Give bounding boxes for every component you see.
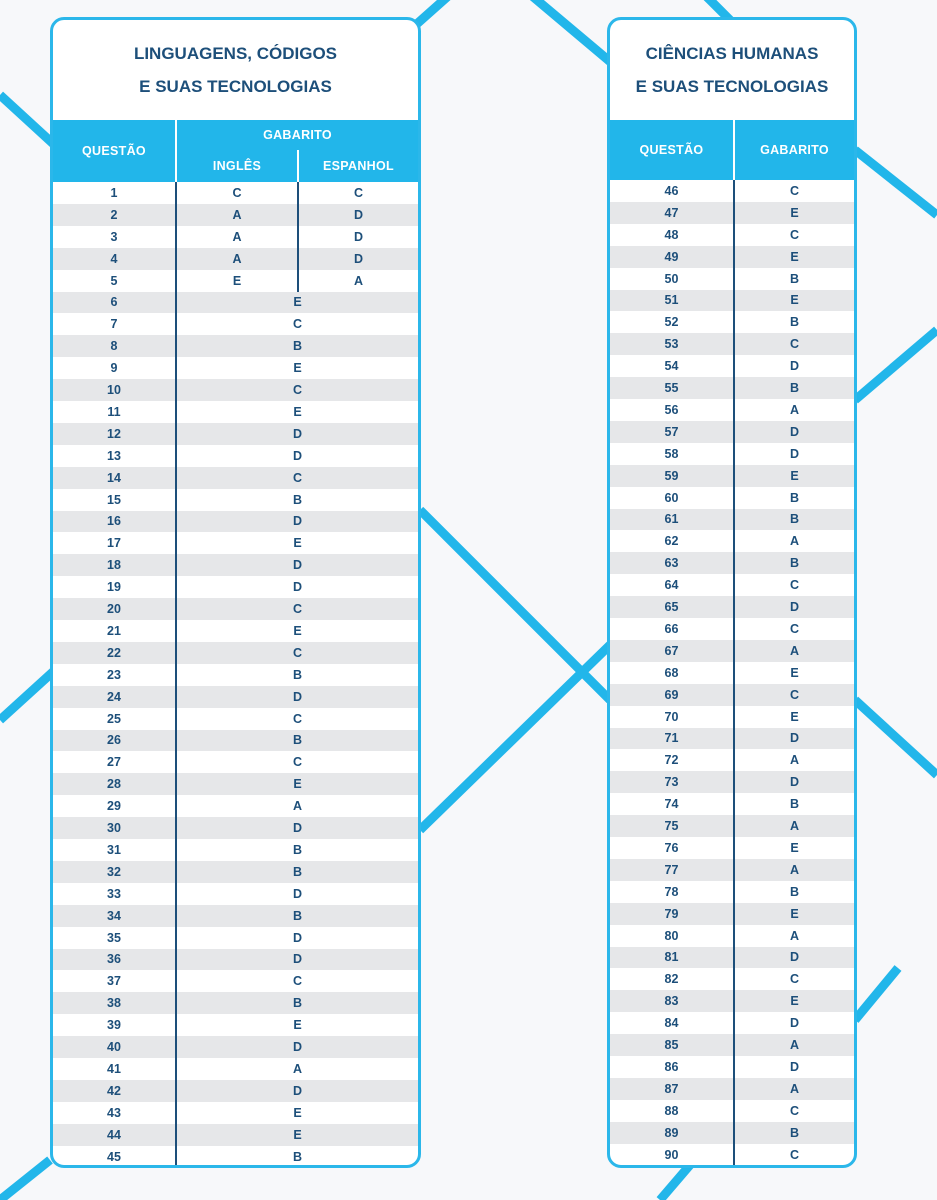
question-number: 36 [107, 952, 121, 967]
table-row [53, 598, 418, 620]
question-number: 4 [110, 251, 118, 266]
answer: D [789, 950, 800, 965]
table-row [53, 357, 418, 379]
question-number: 42 [107, 1083, 121, 1098]
answer-espanhol: D [353, 251, 364, 266]
table-row [53, 1036, 418, 1058]
question-number: 84 [664, 1016, 679, 1031]
question-number: 44 [107, 1127, 121, 1142]
table-row [53, 730, 418, 752]
answer: B [789, 490, 800, 505]
answer: E [293, 536, 302, 551]
question-number: 38 [107, 996, 121, 1011]
table-row [53, 445, 418, 467]
table-row [610, 640, 854, 662]
table-row [610, 968, 854, 990]
question-number: 28 [107, 777, 121, 792]
table-row [53, 751, 418, 773]
table-row [610, 465, 854, 487]
question-number: 7 [110, 317, 118, 332]
table-row [53, 270, 418, 292]
question-number: 15 [107, 492, 121, 507]
answer: E [790, 205, 799, 220]
question-number: 60 [664, 490, 679, 505]
answer: C [292, 974, 303, 989]
answer: D [292, 930, 303, 945]
answer: B [789, 884, 800, 899]
answer: A [789, 1081, 800, 1096]
question-number: 59 [664, 468, 679, 483]
answer: E [293, 1105, 302, 1120]
question-number: 27 [107, 755, 121, 770]
question-number: 67 [664, 643, 679, 658]
table-row [610, 333, 854, 355]
column-divider [175, 182, 177, 1168]
table-row [610, 859, 854, 881]
answer: D [292, 1040, 303, 1055]
header-ingles: INGLÊS [212, 159, 262, 173]
header-divider [733, 120, 735, 180]
question-number: 41 [107, 1061, 121, 1076]
question-number: 6 [110, 295, 118, 310]
table-row [610, 268, 854, 290]
table-row [53, 970, 418, 992]
table-row [610, 574, 854, 596]
table-row [53, 532, 418, 554]
question-number: 23 [107, 667, 121, 682]
answer: C [292, 755, 303, 770]
question-number: 24 [107, 689, 121, 704]
table-row [610, 1122, 854, 1144]
question-number: 53 [664, 337, 679, 352]
answer: E [790, 906, 799, 921]
answer: E [790, 293, 799, 308]
answer: D [292, 1083, 303, 1098]
table-row [53, 1146, 418, 1168]
question-number: 26 [107, 733, 121, 748]
header-questao: QUESTÃO [639, 143, 704, 157]
answer: C [292, 470, 303, 485]
question-number: 51 [664, 293, 679, 308]
answer: E [790, 709, 799, 724]
answer: C [789, 578, 800, 593]
question-number: 88 [664, 1103, 679, 1118]
table-row [610, 749, 854, 771]
answer: E [293, 1018, 302, 1033]
question-number: 14 [107, 470, 121, 485]
question-number: 1 [110, 185, 118, 200]
table-row [53, 883, 418, 905]
question-number: 46 [664, 183, 679, 198]
answer: A [789, 753, 800, 768]
table-row [610, 180, 854, 202]
question-number: 16 [107, 514, 121, 529]
answer: B [292, 1149, 303, 1164]
answer: E [790, 840, 799, 855]
answer: B [789, 315, 800, 330]
question-number: 56 [664, 402, 679, 417]
table-row [53, 489, 418, 511]
table-row [610, 509, 854, 531]
answer-ingles: C [232, 185, 242, 200]
humanas-answer-card [607, 17, 857, 1168]
question-number: 9 [110, 361, 118, 376]
answer-ingles: A [232, 207, 242, 222]
question-number: 76 [664, 840, 679, 855]
question-number: 89 [664, 1125, 679, 1140]
question-number: 75 [664, 819, 679, 834]
question-number: 21 [107, 623, 121, 638]
table-row [610, 925, 854, 947]
table-row [610, 881, 854, 903]
question-number: 35 [107, 930, 121, 945]
question-number: 68 [664, 665, 679, 680]
answer: C [789, 687, 800, 702]
question-number: 22 [107, 645, 121, 660]
question-number: 10 [107, 383, 121, 398]
answer-ingles: A [232, 229, 242, 244]
table-row [610, 837, 854, 859]
question-number: 52 [664, 315, 679, 330]
answer: C [789, 183, 800, 198]
question-number: 65 [664, 600, 679, 615]
header-gabarito: GABARITO [263, 128, 332, 142]
table-row [53, 379, 418, 401]
answer-ingles: A [232, 251, 242, 266]
table-row [610, 530, 854, 552]
table-row [610, 1078, 854, 1100]
table-row [53, 686, 418, 708]
question-number: 11 [107, 404, 121, 419]
header-gabarito: GABARITO [760, 143, 829, 157]
answer: B [789, 512, 800, 527]
header-subdivider [297, 150, 299, 182]
table-row [610, 399, 854, 421]
table-row [53, 642, 418, 664]
linguagens-answer-card [50, 17, 421, 1168]
table-row [610, 903, 854, 925]
table-row [53, 554, 418, 576]
table-row [610, 202, 854, 224]
question-number: 2 [110, 207, 118, 222]
question-number: 45 [107, 1149, 121, 1164]
answer: D [789, 424, 800, 439]
answer-espanhol: D [353, 207, 364, 222]
answer: D [292, 580, 303, 595]
question-number: 40 [107, 1040, 121, 1055]
table-row [53, 992, 418, 1014]
question-number: 62 [664, 534, 679, 549]
table-row [610, 487, 854, 509]
table-header [53, 120, 418, 182]
table-row [610, 377, 854, 399]
table-row [53, 773, 418, 795]
question-number: 48 [664, 227, 679, 242]
answer: B [789, 556, 800, 571]
answer: B [789, 271, 800, 286]
table-row [53, 401, 418, 423]
title-line-2: E SUAS TECNOLOGIAS [635, 77, 829, 96]
answer: C [292, 711, 303, 726]
answer: A [292, 1061, 303, 1076]
question-number: 72 [664, 753, 679, 768]
answer: B [789, 797, 800, 812]
question-number: 71 [664, 731, 679, 746]
answer: D [292, 514, 303, 529]
question-number: 33 [107, 886, 121, 901]
question-number: 49 [664, 249, 679, 264]
answer: B [292, 339, 303, 354]
question-number: 43 [107, 1105, 121, 1120]
table-row [53, 576, 418, 598]
table-row [53, 795, 418, 817]
answer: E [790, 665, 799, 680]
answer: C [789, 337, 800, 352]
table-row [610, 552, 854, 574]
answer: E [293, 295, 302, 310]
question-number: 80 [664, 928, 679, 943]
answer: C [789, 227, 800, 242]
answer: D [292, 886, 303, 901]
question-number: 19 [107, 580, 121, 595]
column-divider [733, 180, 735, 1166]
question-number: 8 [110, 339, 118, 354]
question-number: 83 [664, 994, 679, 1009]
answer: C [789, 972, 800, 987]
answer: A [789, 534, 800, 549]
table-row [610, 618, 854, 640]
table-row [610, 771, 854, 793]
answer-espanhol: D [353, 229, 364, 244]
table-row [610, 355, 854, 377]
table-row [610, 815, 854, 837]
answer: E [790, 249, 799, 264]
question-number: 31 [107, 842, 121, 857]
answer: E [293, 777, 302, 792]
table-row [53, 1080, 418, 1102]
question-number: 73 [664, 775, 679, 790]
question-number: 87 [664, 1081, 679, 1096]
table-row [610, 1034, 854, 1056]
table-row [53, 708, 418, 730]
question-number: 37 [107, 974, 121, 989]
answer: A [789, 402, 800, 417]
answer: D [292, 821, 303, 836]
table-row [610, 793, 854, 815]
question-number: 54 [664, 359, 679, 374]
table-row [610, 246, 854, 268]
answer: A [789, 1038, 800, 1053]
answer: E [293, 623, 302, 638]
table-row [53, 1058, 418, 1080]
table-row [53, 839, 418, 861]
table-row [610, 1056, 854, 1078]
question-number: 50 [664, 271, 679, 286]
answer: E [790, 468, 799, 483]
table-row [53, 226, 418, 248]
question-number: 57 [664, 424, 679, 439]
table-row [610, 224, 854, 246]
question-number: 47 [664, 205, 679, 220]
question-number: 20 [107, 602, 121, 617]
answer: D [292, 689, 303, 704]
question-number: 17 [107, 536, 121, 551]
table-row [610, 684, 854, 706]
table-row [610, 290, 854, 312]
question-number: 25 [107, 711, 121, 726]
table-row [610, 947, 854, 969]
table-row [53, 423, 418, 445]
table-row [53, 467, 418, 489]
language-divider [297, 182, 299, 292]
table-row [53, 1014, 418, 1036]
question-number: 74 [664, 797, 679, 812]
answer: A [789, 819, 800, 834]
question-number: 39 [107, 1018, 121, 1033]
question-number: 61 [664, 512, 679, 527]
question-number: 78 [664, 884, 679, 899]
answer: B [292, 842, 303, 857]
table-row [53, 248, 418, 270]
answer: A [292, 799, 303, 814]
answer: C [789, 621, 800, 636]
answer-espanhol: C [353, 185, 364, 200]
answer: D [292, 952, 303, 967]
table-row [53, 927, 418, 949]
answer: A [789, 862, 800, 877]
answer: E [293, 404, 302, 419]
table-row [610, 421, 854, 443]
answer-ingles: E [232, 273, 242, 288]
question-number: 90 [664, 1147, 679, 1162]
table-row [610, 1144, 854, 1166]
answer: B [789, 381, 800, 396]
answer: C [292, 645, 303, 660]
answer: B [292, 667, 303, 682]
answer: D [292, 426, 303, 441]
question-number: 63 [664, 556, 679, 571]
question-number: 77 [664, 862, 679, 877]
table-header [610, 120, 854, 180]
answer: D [789, 359, 800, 374]
card-title [53, 20, 418, 120]
answer: D [789, 446, 800, 461]
question-number: 13 [107, 448, 121, 463]
question-number: 79 [664, 906, 679, 921]
question-number: 85 [664, 1038, 679, 1053]
table-row [610, 596, 854, 618]
answer: D [789, 731, 800, 746]
answer: B [789, 1125, 800, 1140]
table-row [53, 817, 418, 839]
answer: B [292, 864, 303, 879]
question-number: 82 [664, 972, 679, 987]
answer: B [292, 996, 303, 1011]
question-number: 3 [110, 229, 118, 244]
table-row [610, 990, 854, 1012]
table-row [53, 335, 418, 357]
card-title [610, 20, 854, 120]
table-row [53, 905, 418, 927]
question-number: 64 [664, 578, 679, 593]
question-number: 18 [107, 558, 121, 573]
table-row [610, 1100, 854, 1122]
answer: D [789, 1059, 800, 1074]
question-number: 30 [107, 821, 121, 836]
question-number: 29 [107, 799, 121, 814]
answer: B [292, 733, 303, 748]
table-row [610, 706, 854, 728]
question-number: 5 [110, 273, 118, 288]
question-number: 69 [664, 687, 679, 702]
answer: B [292, 908, 303, 923]
header-questao: QUESTÃO [82, 144, 146, 158]
table-row [53, 1102, 418, 1124]
answer: E [293, 361, 302, 376]
question-number: 66 [664, 621, 679, 636]
question-number: 32 [107, 864, 121, 879]
question-number: 81 [664, 950, 679, 965]
answer: A [789, 928, 800, 943]
answer: E [790, 994, 799, 1009]
answer: C [789, 1103, 800, 1118]
question-number: 12 [107, 426, 121, 441]
title-line-1: CIÊNCIAS HUMANAS [645, 44, 819, 63]
header-divider [175, 120, 177, 182]
answer: D [789, 1016, 800, 1031]
table-row [53, 292, 418, 314]
answer-espanhol: A [353, 273, 364, 288]
table-row [53, 1124, 418, 1146]
table-row [53, 620, 418, 642]
answer: B [292, 492, 303, 507]
answer: D [292, 448, 303, 463]
table-row [53, 511, 418, 533]
table-row [53, 949, 418, 971]
answer: D [789, 600, 800, 615]
question-number: 86 [664, 1059, 679, 1074]
table-row [610, 311, 854, 333]
title-line-2: E SUAS TECNOLOGIAS [139, 77, 332, 96]
table-row [610, 443, 854, 465]
table-row [53, 861, 418, 883]
table-row [53, 664, 418, 686]
question-number: 55 [664, 381, 679, 396]
answer: C [789, 1147, 800, 1162]
question-number: 58 [664, 446, 679, 461]
table-row [53, 313, 418, 335]
answer: E [293, 1127, 302, 1142]
table-row [53, 182, 418, 204]
table-row [610, 662, 854, 684]
answer: D [789, 775, 800, 790]
table-row [53, 204, 418, 226]
answer: C [292, 383, 303, 398]
answer: C [292, 317, 303, 332]
header-espanhol: ESPANHOL [323, 159, 394, 173]
answer: D [292, 558, 303, 573]
question-number: 70 [664, 709, 679, 724]
title-line-1: LINGUAGENS, CÓDIGOS [133, 44, 338, 63]
answer: C [292, 602, 303, 617]
question-number: 34 [107, 908, 121, 923]
table-row [610, 728, 854, 750]
table-row [610, 1012, 854, 1034]
answer: A [789, 643, 800, 658]
